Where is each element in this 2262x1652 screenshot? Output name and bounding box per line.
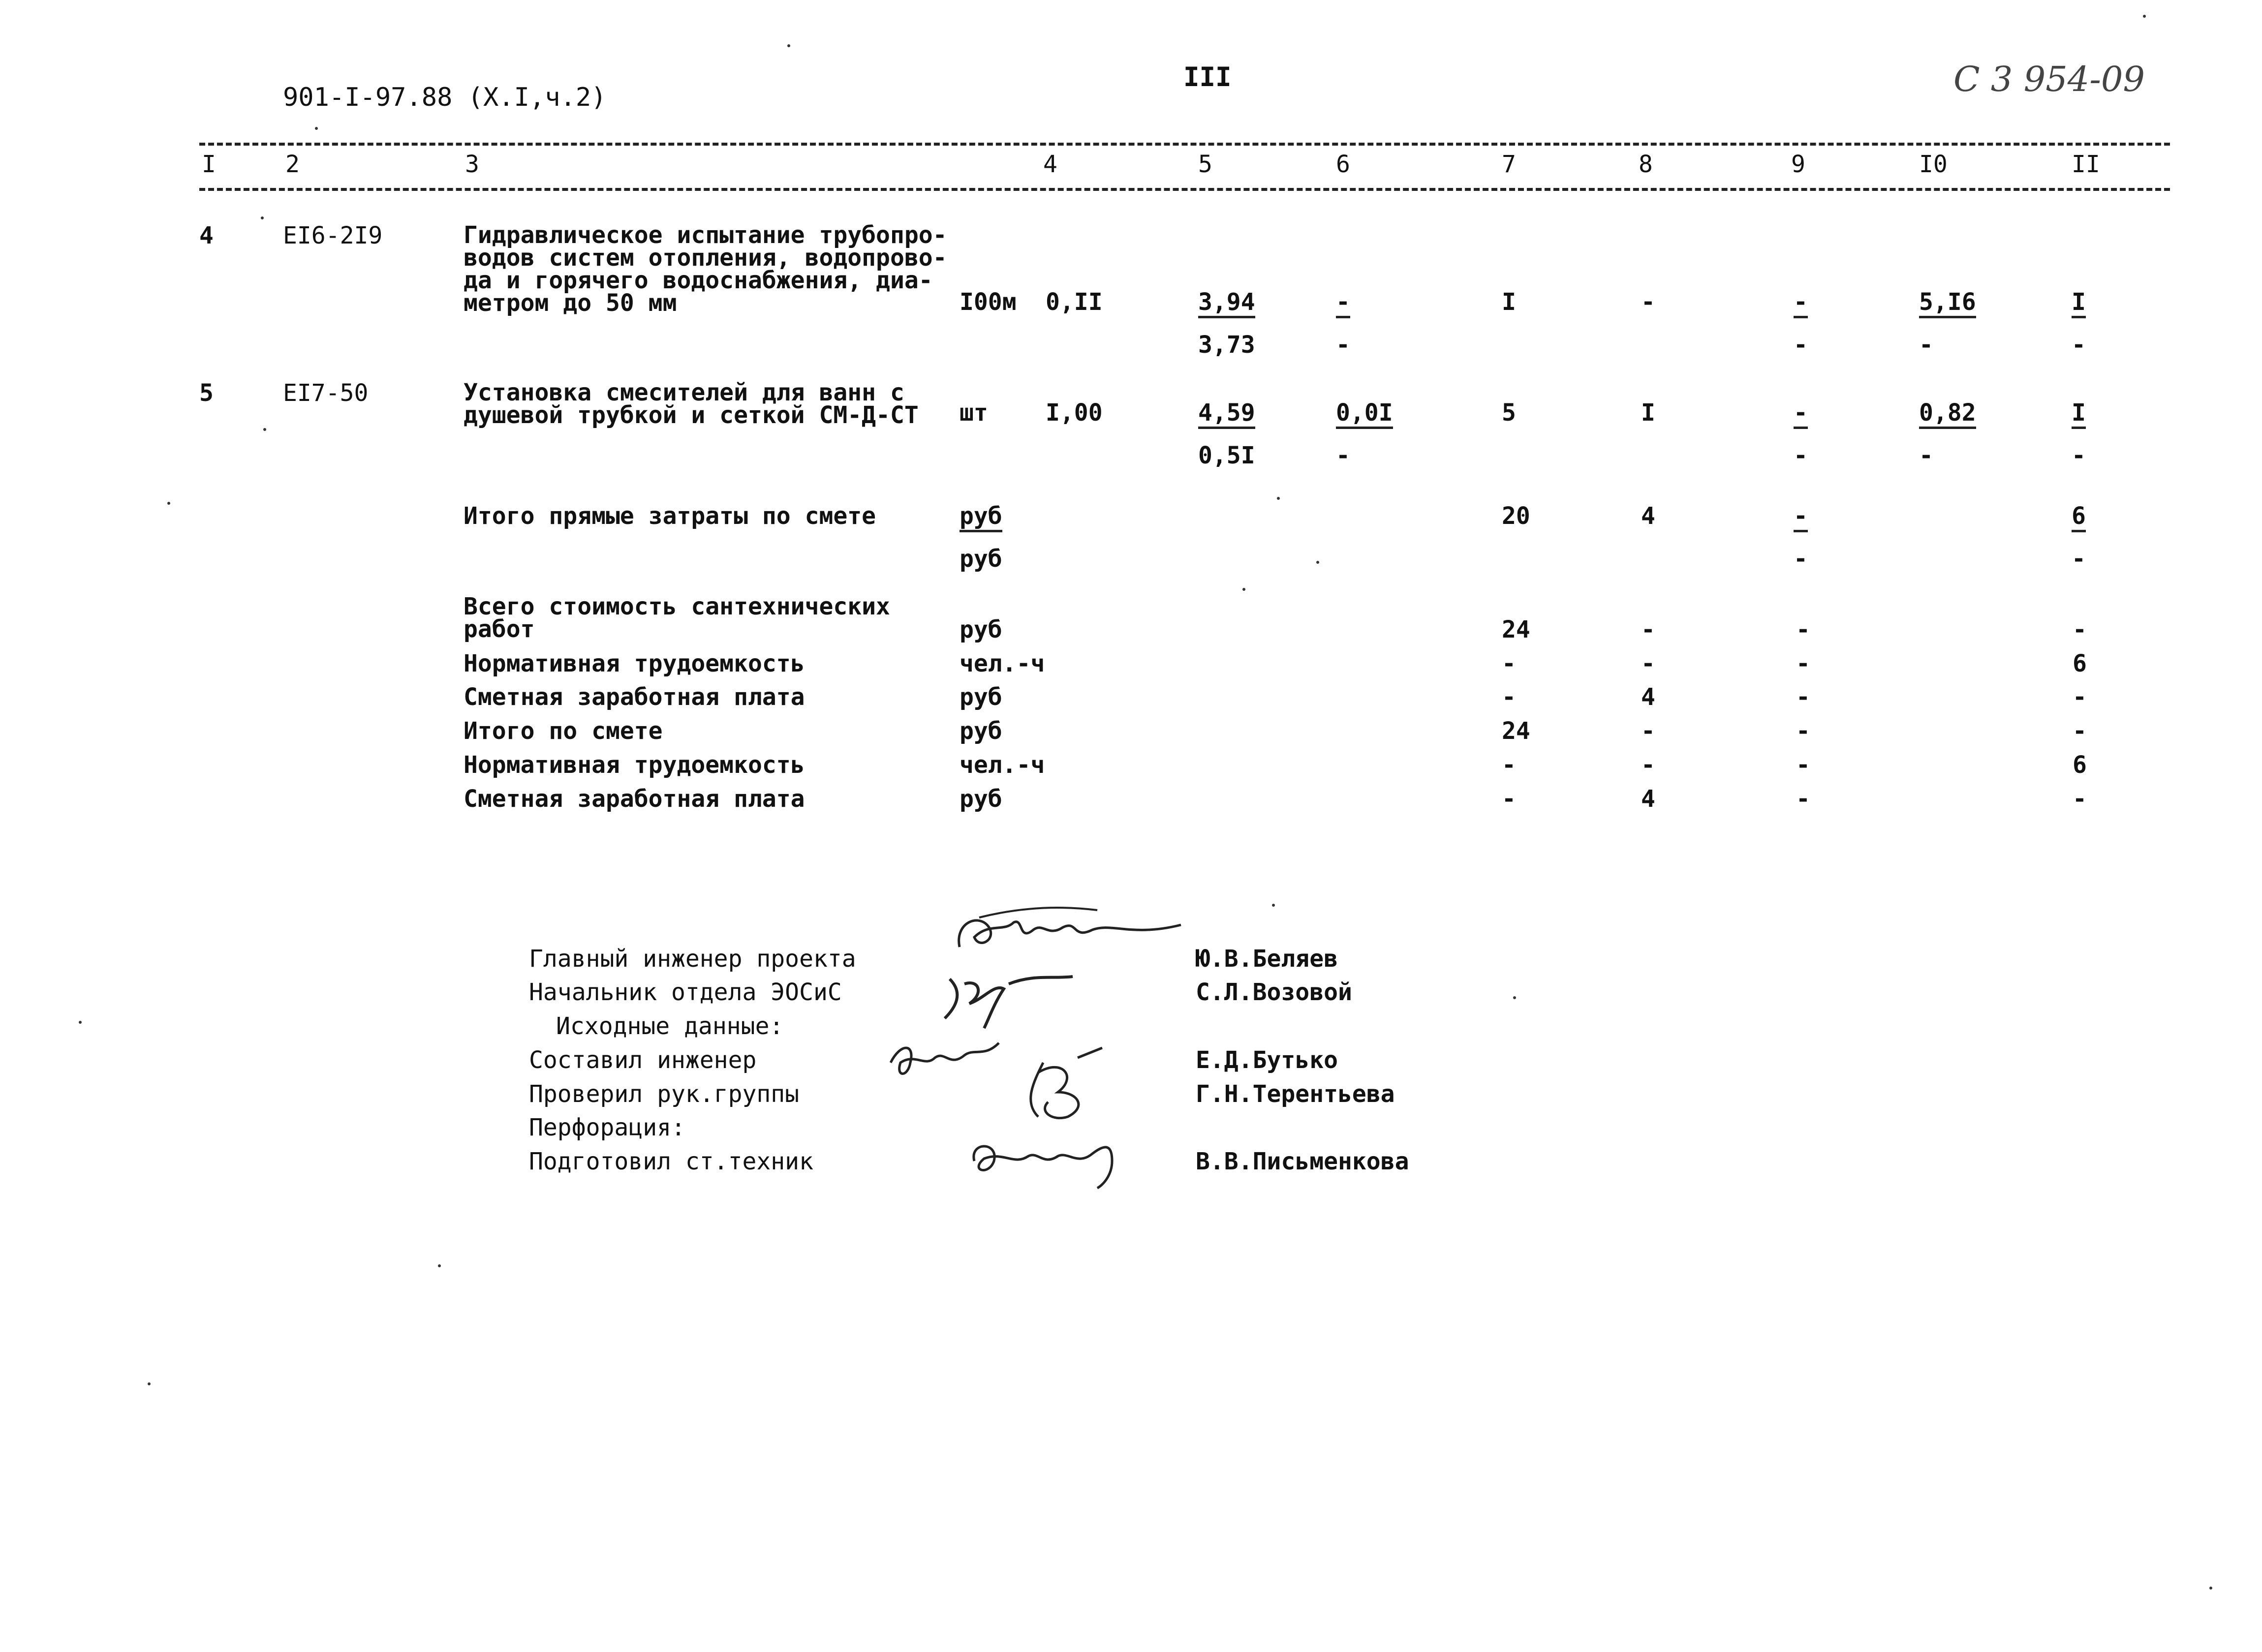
summary-label: Нормативная трудоемкость xyxy=(464,751,805,779)
unit: чел.-ч xyxy=(960,751,1045,779)
rate-code: EI7-50 xyxy=(283,379,369,407)
cost-value: - xyxy=(1796,717,1810,745)
row-number: 4 xyxy=(199,222,214,249)
cost-value: - xyxy=(1796,751,1810,779)
cost-value: 4 xyxy=(1641,502,1655,530)
scan-speck xyxy=(1242,588,1245,591)
cost-value: - xyxy=(1502,785,1516,813)
signer-name: Г.Н.Терентьева xyxy=(1196,1080,1395,1108)
handwritten-signature-vozovoy xyxy=(935,964,1092,1033)
signer-role: Составил инженер xyxy=(529,1046,757,1074)
unit: руб xyxy=(960,545,1002,573)
unit: руб xyxy=(960,683,1002,711)
unit: шт xyxy=(960,399,988,427)
cost-fraction xyxy=(1794,290,1808,357)
cost-value: I xyxy=(2072,401,2086,429)
cost-value: - xyxy=(1794,504,1808,532)
cost-value: - xyxy=(2073,785,2087,813)
cost-fraction xyxy=(2072,290,2086,357)
cost-value: 4,59 xyxy=(1198,401,1255,429)
column-header: 5 xyxy=(1198,151,1212,178)
cost-value: 4 xyxy=(1641,683,1655,711)
cost-value: 5 xyxy=(1502,399,1516,427)
scan-speck xyxy=(167,502,170,505)
summary-label: Всего стоимость сантехнических работ xyxy=(464,593,890,643)
signer-name: С.Л.Возовой xyxy=(1196,979,1352,1006)
unit: руб xyxy=(960,717,1002,745)
scan-speck xyxy=(261,216,264,219)
cost-fraction xyxy=(1794,401,1808,467)
work-description: Гидравлическое испытание трубопро- водов систем отопления, водопрово- да и горячего водоснабжения, диа- метром до 50 мм xyxy=(464,221,947,317)
column-header: 8 xyxy=(1639,151,1653,178)
cost-value: - xyxy=(1796,616,1810,643)
signer-role: Перфорация: xyxy=(529,1114,685,1141)
scan-speck xyxy=(438,1264,441,1267)
unit-fraction xyxy=(960,504,1002,571)
signer-name: В.В.Письменкова xyxy=(1196,1148,1409,1175)
cost-value: - xyxy=(1794,331,1808,359)
cost-value: 3,73 xyxy=(1198,331,1255,359)
cost-value: - xyxy=(1796,683,1810,711)
cost-fraction xyxy=(1336,290,1350,357)
cost-value: 6 xyxy=(2073,751,2087,779)
cost-value: 24 xyxy=(1502,616,1530,643)
header-rule-bottom xyxy=(199,188,2170,191)
scan-speck xyxy=(787,44,790,47)
cost-value: - xyxy=(2072,442,2086,469)
cost-value: 20 xyxy=(1502,502,1530,530)
cost-value: I xyxy=(1641,399,1655,427)
cost-value: - xyxy=(1919,331,1933,359)
cost-value: - xyxy=(1641,650,1655,677)
cost-value: - xyxy=(1796,650,1810,677)
cost-value: - xyxy=(1502,751,1516,779)
row-number: 5 xyxy=(199,379,214,407)
signer-role: Проверил рук.группы xyxy=(529,1080,800,1108)
column-header: I0 xyxy=(1919,151,1948,178)
cost-value: - xyxy=(1336,331,1350,359)
cost-value: 24 xyxy=(1502,717,1530,745)
scan-speck xyxy=(315,127,318,130)
signer-role: Исходные данные: xyxy=(556,1012,784,1040)
cost-value: - xyxy=(1641,288,1655,316)
cost-value: - xyxy=(1794,545,1808,573)
page-number: III xyxy=(1183,61,1232,92)
column-header: 2 xyxy=(285,151,300,178)
cost-value: 5,I6 xyxy=(1919,290,1976,318)
cost-value: I xyxy=(2072,290,2086,318)
cost-value: 6 xyxy=(2073,650,2087,677)
scan-speck xyxy=(1272,904,1275,907)
cost-value: 0,5I xyxy=(1198,442,1255,469)
cost-value: - xyxy=(1794,442,1808,469)
cost-value: - xyxy=(1641,751,1655,779)
handwritten-signature-butko xyxy=(886,1033,1004,1087)
summary-label: Нормативная трудоемкость xyxy=(464,650,805,677)
cost-value: 6 xyxy=(2072,504,2086,532)
scan-speck xyxy=(1316,561,1319,564)
unit: руб xyxy=(960,504,1002,532)
cost-fraction xyxy=(1336,401,1393,467)
cost-value: 0,0I xyxy=(1336,401,1393,429)
cost-value: - xyxy=(1919,442,1933,469)
cost-value: 0,82 xyxy=(1919,401,1976,429)
cost-value: 4 xyxy=(1641,785,1655,813)
cost-value: - xyxy=(1796,785,1810,813)
handwritten-signature-pismenkova xyxy=(964,1132,1127,1191)
cost-value: I xyxy=(1502,288,1516,316)
signer-name: Е.Д.Бутько xyxy=(1196,1046,1338,1074)
cost-fraction xyxy=(2072,401,2086,467)
column-header: 7 xyxy=(1502,151,1516,178)
column-header: 3 xyxy=(465,151,479,178)
summary-label: Сметная заработная плата xyxy=(464,785,805,813)
cost-value: - xyxy=(2072,331,2086,359)
cost-value: - xyxy=(2073,616,2087,643)
total-label: Итого прямые затраты по смете xyxy=(464,502,876,530)
unit: чел.-ч xyxy=(960,650,1045,677)
cost-fraction xyxy=(1198,290,1255,357)
column-header: I xyxy=(202,151,216,178)
scan-speck xyxy=(2143,15,2146,18)
unit: руб xyxy=(960,785,1002,813)
cost-fraction xyxy=(2072,504,2086,571)
scan-speck xyxy=(263,428,266,431)
cost-value: - xyxy=(1502,650,1516,677)
scan-speck xyxy=(1513,996,1516,999)
header-rule-top xyxy=(199,143,2170,146)
scan-speck xyxy=(2209,1587,2212,1590)
cost-value: - xyxy=(1336,290,1350,318)
signer-role: Начальник отдела ЭОСиС xyxy=(529,979,842,1006)
scan-speck xyxy=(1277,497,1280,500)
signer-role: Подготовил ст.техник xyxy=(529,1148,813,1175)
cost-fraction xyxy=(1794,504,1808,571)
cost-value: 3,94 xyxy=(1198,290,1255,318)
cost-value: - xyxy=(1794,401,1808,429)
unit: руб xyxy=(960,616,1002,643)
cost-value: - xyxy=(1641,616,1655,643)
cost-value: - xyxy=(1641,717,1655,745)
cost-fraction xyxy=(1919,290,1976,357)
summary-label: Итого по смете xyxy=(464,717,663,745)
work-description: Установка смесителей для ванн с душевой трубкой и сеткой СМ-Д-СТ xyxy=(464,379,919,429)
cost-fraction xyxy=(1919,401,1976,467)
scan-speck xyxy=(148,1382,151,1385)
handwritten-signature-belyaev xyxy=(950,903,1186,962)
quantity: 0,II xyxy=(1046,288,1103,316)
quantity: I,00 xyxy=(1046,399,1103,427)
cost-value: - xyxy=(2073,683,2087,711)
cost-value: - xyxy=(2073,717,2087,745)
cost-value: - xyxy=(1794,290,1808,318)
cost-value: - xyxy=(1502,683,1516,711)
scan-speck xyxy=(79,1021,82,1024)
cost-value: - xyxy=(2072,545,2086,573)
summary-label: Сметная заработная плата xyxy=(464,683,805,711)
column-header: 9 xyxy=(1791,151,1805,178)
archive-mark: С 3 954-09 xyxy=(1953,59,2145,99)
column-header: II xyxy=(2072,151,2100,178)
handwritten-signature-terentyeva xyxy=(1004,1043,1112,1127)
signer-role: Главный инженер проекта xyxy=(529,945,856,973)
column-header: 6 xyxy=(1336,151,1350,178)
cost-fraction xyxy=(1198,401,1255,467)
rate-code: EI6-2I9 xyxy=(283,222,383,249)
cost-value: - xyxy=(1336,442,1350,469)
document-code: 901-I-97.88 (X.I,ч.2) xyxy=(283,83,607,112)
column-header: 4 xyxy=(1043,151,1057,178)
signer-name: Ю.В.Беляев xyxy=(1196,945,1338,973)
unit: I00м xyxy=(960,288,1017,316)
